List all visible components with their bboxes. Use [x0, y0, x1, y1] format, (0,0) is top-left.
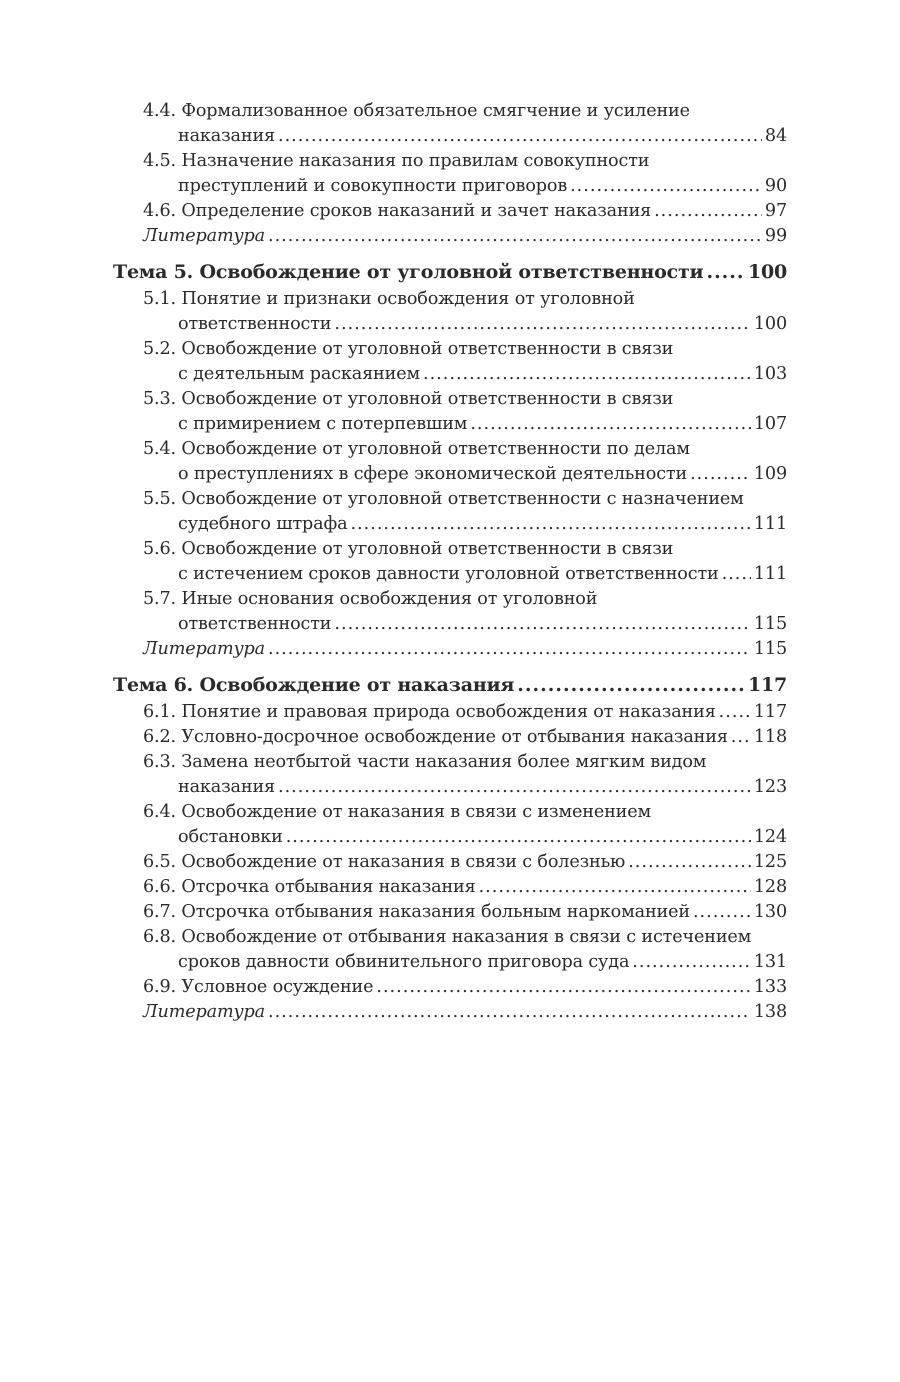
toc-topic-heading	[113, 673, 787, 698]
toc-entry	[113, 537, 787, 562]
toc-entry	[113, 487, 787, 512]
toc-page-number: 124	[753, 827, 787, 847]
toc-entry-title: Тема 5. Освобождение от уголовной ответственности	[113, 261, 704, 283]
toc-entry-title: Тема 6. Освобождение от наказания	[113, 674, 515, 696]
toc-entry-title: сроков давности обвинительного приговора суда	[178, 952, 630, 972]
toc-page-number: 111	[753, 564, 787, 584]
toc-entry	[113, 925, 787, 950]
toc-entry	[113, 312, 787, 337]
toc-page-number: 109	[753, 464, 787, 484]
toc-entry	[113, 700, 787, 725]
toc-entry	[113, 725, 787, 750]
toc-entry-title: обстановки	[178, 827, 283, 847]
toc-entry	[113, 124, 787, 149]
toc-entry-title: 5.4. Освобождение от уголовной ответственности по делам	[143, 439, 690, 459]
toc-entry-title: Литература	[143, 226, 265, 246]
toc-entry	[113, 975, 787, 1000]
toc-literature-entry	[113, 1000, 787, 1025]
toc-entry-title: наказания	[178, 777, 275, 797]
dot-leader	[376, 975, 750, 1000]
dot-leader	[286, 825, 751, 850]
toc-entry	[113, 562, 787, 587]
dot-leader	[268, 637, 751, 662]
toc-entry	[113, 612, 787, 637]
toc-entry	[113, 199, 787, 224]
toc-entry-title: 6.2. Условно-досрочное освобождение от отбывания наказания	[143, 727, 728, 747]
dot-leader	[268, 1000, 751, 1025]
toc-entry	[113, 825, 787, 850]
toc-entry	[113, 387, 787, 412]
dot-leader	[628, 850, 751, 875]
toc-entry-title: 6.5. Освобождение от наказания в связи с болезнью	[143, 852, 626, 872]
dot-leader	[722, 562, 751, 587]
toc-entry	[113, 437, 787, 462]
toc-entry-title: 6.6. Отсрочка отбывания наказания	[143, 877, 476, 897]
dot-leader	[268, 224, 762, 249]
toc-page-number: 97	[764, 201, 787, 221]
toc-entry-title: с деятельным раскаянием	[178, 364, 420, 384]
toc-page-number: 100	[753, 314, 787, 334]
toc-entry	[113, 337, 787, 362]
dot-leader	[731, 725, 751, 750]
toc-entry-title: 6.7. Отсрочка отбывания наказания больным наркоманией	[143, 902, 690, 922]
toc-page-number: 90	[764, 176, 787, 196]
toc-entry	[113, 950, 787, 975]
toc-entry-title: 6.4. Освобождение от наказания в связи с изменением	[143, 802, 652, 822]
toc-page-number: 103	[753, 364, 787, 384]
dot-leader	[690, 462, 751, 487]
dot-leader	[706, 260, 744, 285]
toc-entry-title: 5.6. Освобождение от уголовной ответственности в связи	[143, 539, 674, 559]
toc-entry-title: 6.3. Замена неотбытой части наказания более мягким видом	[143, 752, 707, 772]
toc-page-number: 125	[753, 852, 787, 872]
toc-entry-title: судебного штрафа	[178, 514, 348, 534]
toc-topic-heading	[113, 260, 787, 285]
dot-leader	[334, 612, 750, 637]
toc-entry-title: Литература	[143, 1002, 265, 1022]
toc-entry	[113, 875, 787, 900]
toc-entry-title: 5.3. Освобождение от уголовной ответственности в связи	[143, 389, 674, 409]
toc-page-number: 133	[753, 977, 787, 997]
toc-entry	[113, 750, 787, 775]
dot-leader	[693, 900, 751, 925]
toc-entry-title: 6.8. Освобождение от отбывания наказания в связи с истечением	[143, 927, 752, 947]
toc-entry-title: с примирением с потерпевшим	[178, 414, 468, 434]
toc-page-number: 117	[747, 674, 787, 696]
table-of-contents	[113, 99, 787, 1025]
toc-page-number: 117	[753, 702, 787, 722]
toc-page-number: 130	[753, 902, 787, 922]
dot-leader	[423, 362, 751, 387]
dot-leader	[654, 199, 762, 224]
toc-page-number: 128	[753, 877, 787, 897]
toc-entry	[113, 99, 787, 124]
toc-entry-title: наказания	[178, 126, 275, 146]
toc-page-number: 138	[753, 1002, 787, 1022]
toc-page-number: 123	[753, 777, 787, 797]
toc-entry-title: 4.5. Назначение наказания по правилам совокупности	[143, 151, 650, 171]
toc-entry-title: 6.1. Понятие и правовая природа освобождения от наказания	[143, 702, 716, 722]
toc-entry-title: 6.9. Условное осуждение	[143, 977, 374, 997]
toc-page-number: 115	[753, 639, 787, 659]
toc-page-number: 100	[747, 261, 787, 283]
toc-page-number: 107	[753, 414, 787, 434]
toc-entry	[113, 287, 787, 312]
toc-entry-title: с истечением сроков давности уголовной ответственности	[178, 564, 719, 584]
dot-leader	[570, 174, 762, 199]
dot-leader	[479, 875, 751, 900]
dot-leader	[470, 412, 751, 437]
toc-entry-title: 5.2. Освобождение от уголовной ответственности в связи	[143, 339, 674, 359]
toc-entry	[113, 174, 787, 199]
toc-entry	[113, 462, 787, 487]
toc-literature-entry	[113, 224, 787, 249]
toc-entry	[113, 149, 787, 174]
dot-leader	[517, 673, 745, 698]
dot-leader	[719, 700, 751, 725]
toc-page-number: 111	[753, 514, 787, 534]
toc-entry-title: 5.5. Освобождение от уголовной ответственности с назначением	[143, 489, 744, 509]
toc-page-number: 131	[753, 952, 787, 972]
toc-entry-title: преступлений и совокупности приговоров	[178, 176, 568, 196]
toc-entry	[113, 850, 787, 875]
toc-page-number: 118	[753, 727, 787, 747]
toc-entry	[113, 587, 787, 612]
toc-entry	[113, 362, 787, 387]
dot-leader	[278, 775, 751, 800]
toc-entry	[113, 512, 787, 537]
toc-entry-title: ответственности	[178, 614, 332, 634]
toc-page-number: 99	[764, 226, 787, 246]
toc-entry	[113, 800, 787, 825]
toc-entry-title: Литература	[143, 639, 265, 659]
toc-entry-title: о преступлениях в сфере экономической деятельности	[178, 464, 688, 484]
toc-entry	[113, 775, 787, 800]
dot-leader	[278, 124, 762, 149]
toc-entry-title: 5.7. Иные основания освобождения от уголовной	[143, 589, 598, 609]
toc-literature-entry	[113, 637, 787, 662]
dot-leader	[350, 512, 750, 537]
toc-entry-title: 4.6. Определение сроков наказаний и зачет наказания	[143, 201, 652, 221]
toc-page-number: 115	[753, 614, 787, 634]
toc-entry	[113, 900, 787, 925]
toc-page-number: 84	[764, 126, 787, 146]
dot-leader	[334, 312, 750, 337]
toc-entry	[113, 412, 787, 437]
toc-entry-title: 4.4. Формализованное обязательное смягчение и усиление	[143, 101, 690, 121]
toc-entry-title: 5.1. Понятие и признаки освобождения от уголовной	[143, 289, 635, 309]
dot-leader	[632, 950, 751, 975]
toc-entry-title: ответственности	[178, 314, 332, 334]
